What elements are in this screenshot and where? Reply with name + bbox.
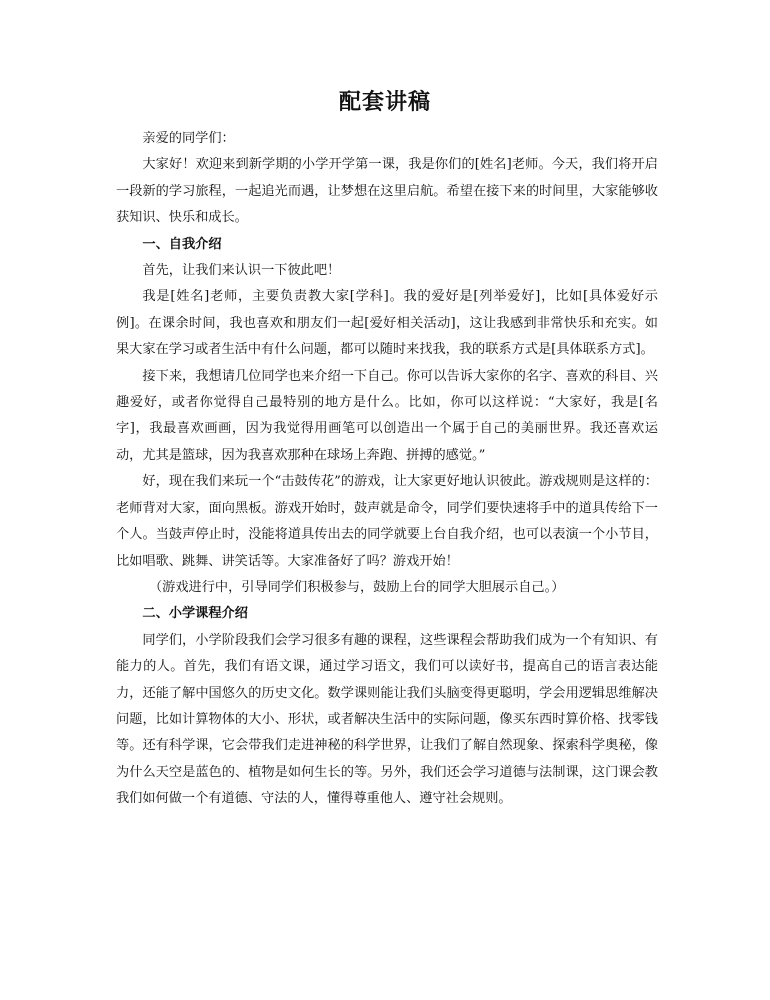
section-heading-courses: 二、小学课程介绍 [142,606,248,622]
self-intro-paragraph-1: 首先，让我们来认识一下彼此吧！ [142,263,341,279]
greeting: 亲爱的同学们： [142,131,235,146]
document-body [116,126,658,813]
self-intro-paragraph-2: 我是[姓名]老师，主要负责教大家[学科]。我的爱好是[列举爱好]，比如[具体爱好示例]。在课余时间，我也喜欢和朋友们一起[爱好相关活动]，这让我感到非常快乐和充实。如果大家在学习或者生活中有什么问题，都可以随时来找我，我的联系方式是[具体联系方式]。 [116,289,658,358]
self-intro-paragraph-3: 接下来，我想请几位同学也来介绍一下自己。你可以告诉大家你的名字、喜欢的科目、兴趣爱好，或者你觉得自己最特别的地方是什么。比如，你可以这样说：“大家好，我是[名字]，我最喜欢画画，因为我觉得用画笔可以创造出一个属于自己的美丽世界。我还喜欢运动，尤其是篮球，因为我喜欢那种在球场上奔跑、拼搏的感觉。” [116,368,658,463]
courses-paragraph-1: 同学们，小学阶段我们会学习很多有趣的课程，这些课程会帮助我们成为一个有知识、有能力的人。首先，我们有语文课，通过学习语文，我们可以读好书，提高自己的语言表达能力，还能了解中国悠久的历史文化。数学课则能让我们头脑变得更聪明，学会用逻辑思维解决问题，比如计算物体的大小、形状，或者解决生活中的实际问题，像买东西时算价格、找零钱等。还有科学课，它会带我们走进神秘的科学世界，让我们了解自然现象、探索科学奥秘，像为什么天空是蓝色的、植物是如何生长的等。另外，我们还会学习道德与法制课，这门课会教我们如何做一个有道德、守法的人，懂得尊重他人、遵守社会规则。 [116,632,658,807]
game-note: （游戏进行中，引导同学们积极参与，鼓励上台的同学大胆展示自己。） [149,579,565,595]
page-title: 配套讲稿 [338,89,431,115]
intro-paragraph: 大家好！欢迎来到新学期的小学开学第一课，我是你们的[姓名]老师。今天，我们将开启一段新的学习旅程，一起追光而遇，让梦想在这里启航。希望在接下来的时间里，大家能够收获知识、快乐和成长。 [116,157,658,226]
self-intro-paragraph-4: 好，现在我们来玩一个“击鼓传花”的游戏，让大家更好地认识彼此。游戏规则是这样的：老师背对大家，面向黑板。游戏开始时，鼓声就是命令，同学们要快速将手中的道具传给下一个人。当鼓声停止时，没能将道具传出去的同学就要上台自我介绍，也可以表演一个小节目，比如唱歌、跳舞、讲笑话等。大家准备好了吗？游戏开始！ [116,474,658,569]
section-heading-self-intro: 一、自我介绍 [142,236,222,252]
